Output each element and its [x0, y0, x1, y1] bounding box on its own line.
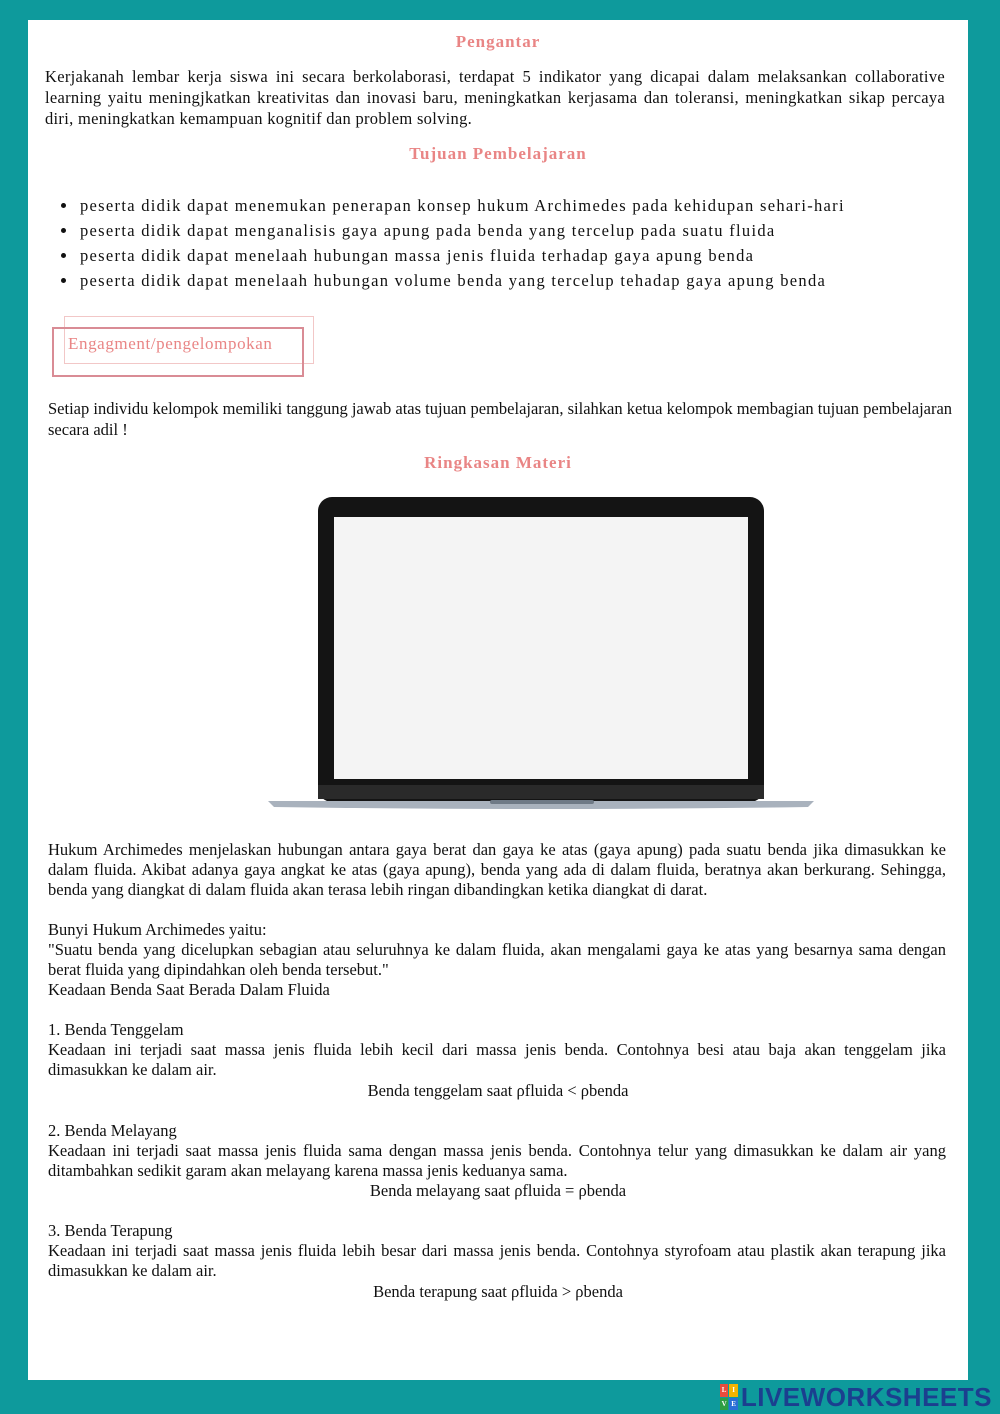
state-description: Keadaan ini terjadi saat massa jenis fluida sama dengan massa jenis benda. Contohnya telur yang dimasukkan ke dalam air yang ditambahkan sedikit garam akan melayang karena massa jenis keduanya sama.	[48, 1141, 946, 1180]
state-formula: Benda tenggelam saat ρfluida < ρbenda	[367, 1081, 629, 1100]
laptop-hinge	[318, 785, 764, 799]
goal-item: • peserta didik dapat menganalisis gaya apung pada benda yang tercelup pada suatu fluida	[78, 218, 845, 243]
goals-heading: Tujuan Pembelajaran	[409, 144, 587, 163]
state-description: Keadaan ini terjadi saat massa jenis fluida lebih kecil dari massa jenis benda. Contohnya besi atau baja akan tenggelam jika dimasukkan ke dalam air.	[48, 1040, 946, 1079]
goal-item: • peserta didik dapat menelaah hubungan volume benda yang tercelup tehadap gaya apung benda	[78, 268, 845, 293]
state-formula: Benda melayang saat ρfluida = ρbenda	[369, 1181, 627, 1200]
states-label: Keadaan Benda Saat Berada Dalam Fluida	[48, 980, 330, 999]
law-quote: "Suatu benda yang dicelupkan sebagian atau seluruhnya ke dalam fluida, akan mengalami gaya ke atas yang besarnya sama dengan berat fluida yang dipindahkan oleh benda tersebut."	[48, 940, 946, 979]
laptop-image	[268, 495, 818, 810]
liveworksheets-watermark[interactable]	[720, 1382, 992, 1412]
liveworksheets-logo-icon: L I V E	[720, 1384, 738, 1410]
engagement-paragraph: Setiap individu kelompok memiliki tanggung jawab atas tujuan pembelajaran, silahkan ketua kelompok membagian tujuan pembelajaran secara adil !	[48, 399, 953, 439]
summary-heading: Ringkasan Materi	[424, 453, 572, 472]
engagement-label: Engagment/pengelompokan	[68, 334, 273, 353]
intro-paragraph: Kerjakanah lembar kerja siswa ini secara berkolaborasi, terdapat 5 indikator yang dicapai dalam melaksankan collaborative learning yaitu meningjkatkan kreativitas dan inovasi baru, meningkatkan kerjasama dan toleransi, meningkatkan sikap percaya diri, meningkatkan kemampuan kognitif dan problem solving.	[45, 67, 945, 128]
state-title: 2. Benda Melayang	[48, 1121, 177, 1140]
state-title: 1. Benda Tenggelam	[48, 1020, 184, 1039]
goal-item: • peserta didik dapat menemukan penerapan konsep hukum Archimedes pada kehidupan sehari-hari	[78, 193, 845, 218]
laptop-notch	[490, 800, 594, 804]
state-description: Keadaan ini terjadi saat massa jenis fluida lebih besar dari massa jenis benda. Contohnya styrofoam atau plastik akan terapung jika dimasukkan ke dalam air.	[48, 1241, 946, 1280]
goals-list	[58, 193, 845, 293]
worksheet-page	[28, 20, 968, 1380]
law-label: Bunyi Hukum Archimedes yaitu:	[48, 920, 267, 939]
state-formula: Benda terapung saat ρfluida > ρbenda	[373, 1282, 623, 1301]
intro-heading: Pengantar	[455, 32, 541, 51]
summary-paragraph: Hukum Archimedes menjelaskan hubungan antara gaya berat dan gaya ke atas (gaya apung) pada suatu benda jika dimasukkan ke dalam fluida. Akibat adanya gaya angkat ke atas (gaya apung), benda yang ada di dalam fluida, beratnya akan berkurang. Sehingga, benda yang diangkat di dalam fluida akan terasa lebih ringan dibandingkan ketika diangkat di darat.	[48, 840, 946, 899]
liveworksheets-wordmark: LIVEWORKSHEETS	[740, 1381, 992, 1412]
state-title: 3. Benda Terapung	[48, 1221, 173, 1240]
goal-item: • peserta didik dapat menelaah hubungan massa jenis fluida terhadap gaya apung benda	[78, 243, 845, 268]
laptop-screen	[334, 517, 748, 779]
